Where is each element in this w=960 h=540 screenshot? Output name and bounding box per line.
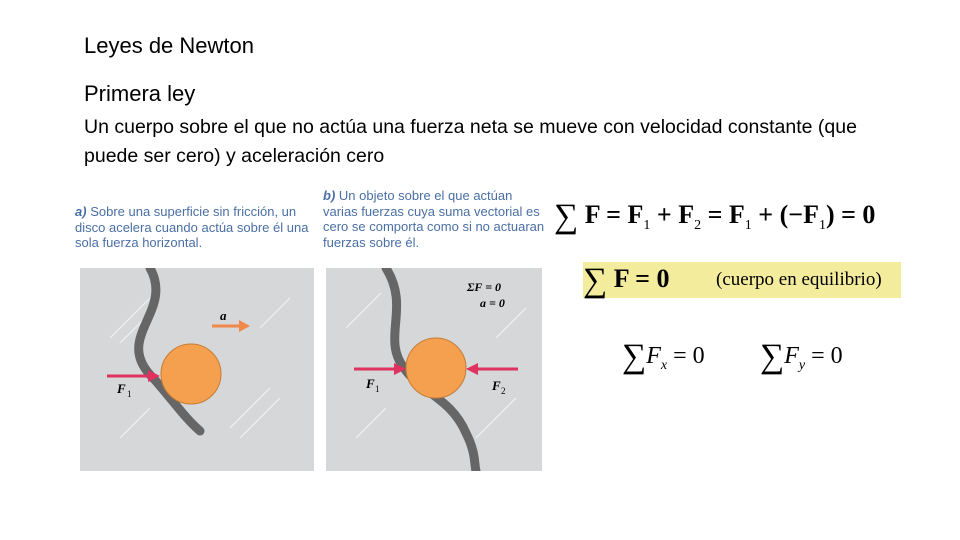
eq4-rest: = 0 bbox=[811, 343, 843, 369]
sigma-symbol: ∑ bbox=[554, 198, 579, 235]
figure-a-caption bbox=[75, 204, 315, 251]
eq1-part5: ) = 0 bbox=[825, 200, 876, 229]
figure-a-diagram bbox=[80, 268, 314, 471]
figure-a-label: a) bbox=[75, 204, 87, 219]
figure-b-sum-a: a = 0 bbox=[480, 296, 505, 310]
eq3-var: F bbox=[646, 343, 661, 369]
figure-b-force2-sub: 2 bbox=[501, 386, 506, 396]
figure-b-disk bbox=[406, 338, 466, 398]
equilibrium-equation bbox=[583, 262, 669, 300]
figure-a-accel-label: a bbox=[220, 308, 227, 323]
figure-a-force-label: F bbox=[117, 381, 126, 396]
figure-b-sum-f: ΣF = 0 bbox=[467, 280, 502, 294]
law-statement: Un cuerpo sobre el que no actúa una fuerza neta se mueve con velocidad constante (que puede ser cero) y aceleración cero bbox=[84, 116, 857, 167]
eq1-part2: + F bbox=[656, 200, 695, 229]
figure-b-text: Un objeto sobre el que actúan varias fuerzas cuya suma vectorial es cero se comporta como si no actuaran fuerzas sobre él. bbox=[323, 188, 545, 250]
slide-subtitle: Primera ley bbox=[84, 81, 196, 106]
figure-b-force2-label: F bbox=[492, 378, 501, 393]
eq1-sub1: 1 bbox=[643, 218, 651, 233]
slide-title: Leyes de Newton bbox=[84, 33, 254, 58]
figure-b-diagram bbox=[326, 268, 542, 471]
figure-b-force1-sub: 1 bbox=[375, 384, 380, 394]
eq3-rest: = 0 bbox=[673, 343, 705, 369]
eq1-part3: = F bbox=[707, 200, 745, 229]
net-force-equation bbox=[554, 198, 875, 236]
eq4-var: F bbox=[784, 343, 799, 369]
eq4-sub: y bbox=[798, 358, 806, 373]
figure-b-force1-label: F bbox=[366, 376, 375, 391]
eq1-sub4: 1 bbox=[818, 218, 826, 233]
sum-fy-equation bbox=[760, 338, 843, 376]
eq1-sub3: 1 bbox=[744, 218, 752, 233]
figure-a-disk bbox=[161, 344, 221, 404]
equilibrium-note: (cuerpo en equilibrio) bbox=[716, 269, 882, 290]
sum-fx-equation bbox=[622, 338, 705, 376]
figure-b-label: b) bbox=[323, 188, 336, 203]
eq1-part1: F = F bbox=[584, 200, 644, 229]
figure-a-text: Sobre una superficie sin fricción, un disco acelera cuando actúa sobre él una sola fuerza horizontal. bbox=[75, 204, 309, 250]
figure-a-force-sub: 1 bbox=[127, 389, 132, 399]
sigma-symbol: ∑ bbox=[622, 338, 647, 375]
eq3-sub: x bbox=[660, 358, 668, 373]
eq2-text: F = 0 bbox=[613, 264, 670, 293]
sigma-symbol: ∑ bbox=[760, 338, 785, 375]
eq1-part4: + (−F bbox=[758, 200, 819, 229]
figure-b-caption bbox=[323, 188, 549, 250]
eq1-sub2: 2 bbox=[694, 218, 702, 233]
sigma-symbol: ∑ bbox=[583, 262, 608, 299]
